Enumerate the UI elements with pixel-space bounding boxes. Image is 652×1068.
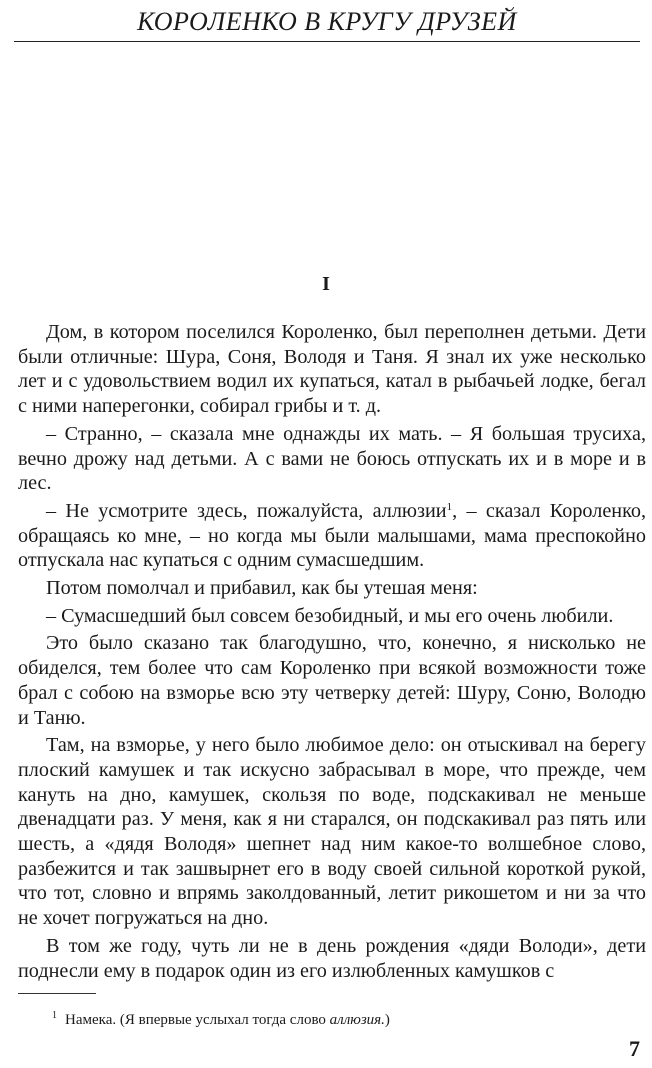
- page-number: 7: [629, 1036, 640, 1061]
- chapter-number: I: [322, 273, 330, 295]
- body-text: [18, 320, 646, 986]
- footnote-text: Намека. (Я впервые услыхал тогда слово: [65, 1012, 330, 1028]
- running-head-title: КОРОЛЕНКО В КРУГУ ДРУЗЕЙ: [137, 7, 517, 36]
- footnote-close: ): [384, 1012, 390, 1028]
- paragraph: – Сумасшедший был совсем безобидный, и мы его очень любили.: [46, 604, 614, 627]
- footnote-mark: 1: [52, 1010, 57, 1021]
- paragraph: В том же году, чуть ли не в день рождения «дяди Володи», дети поднесли ему в подарок один из его излюбленных камушков с: [18, 934, 646, 982]
- paragraph: Это было сказано так благодушно, что, конечно, я нисколько не обиделся, тем более что сам Короленко при всякой возможности тоже брал с собою на взморье всю эту четверку детей: Шуру, Соню, Володю и Таню.: [18, 632, 646, 729]
- paragraph: – Странно, – сказала мне однажды их мать. – Я большая трусиха, вечно дрожу над детьми. А с вами не боюсь отпускать их и в море и в лес.: [18, 422, 646, 495]
- paragraph: Потом помолчал и прибавил, как бы утешая меня:: [46, 577, 478, 600]
- paragraph: Дом, в котором поселился Короленко, был переполнен детьми. Дети были отличные: Шура, Соня, Володя и Таня. Я знал их уже несколько лет и с удовольствием водил их купаться, катал в рыбачьей лодке, бегал с ними наперегонки, собирал грибы и т. д.: [18, 321, 646, 418]
- paragraph: Там, на взморье, у него было любимое дело: он отыскивал на берегу плоский камушек и так искусно забрасывал в море, что прежде, чем кануть на дно, камушек, скользя по воде, подскакивал не меньше двенадцати раз. У меня, как я ни старался, он подскакивал раз пять или шесть, а «дядя Володя» шепнет над ним какое-то волшебное слово, разбежится и так зашвырнет его в воду своей сильной короткой рукой, что тот, словно и впрямь заколдованный, летит рикошетом и ни за что не хочет погружаться на дно.: [18, 734, 646, 930]
- footnote-term: аллюзия.: [329, 1012, 385, 1028]
- footnote: [52, 1007, 390, 1029]
- footnote-reference[interactable]: 1: [446, 500, 453, 513]
- footnote-rule: [18, 993, 96, 994]
- paragraph: [18, 499, 646, 573]
- header-rule: [14, 41, 640, 42]
- paragraph-text: – Не усмотрите здесь, пожалуйста, аллюзии: [46, 499, 447, 522]
- paragraph-text: , – сказал Короленко, обращаясь ко мне, – но когда мы были малышами, мама преспокойно отпускала нас купаться с одним сумасшедшим.: [18, 499, 647, 572]
